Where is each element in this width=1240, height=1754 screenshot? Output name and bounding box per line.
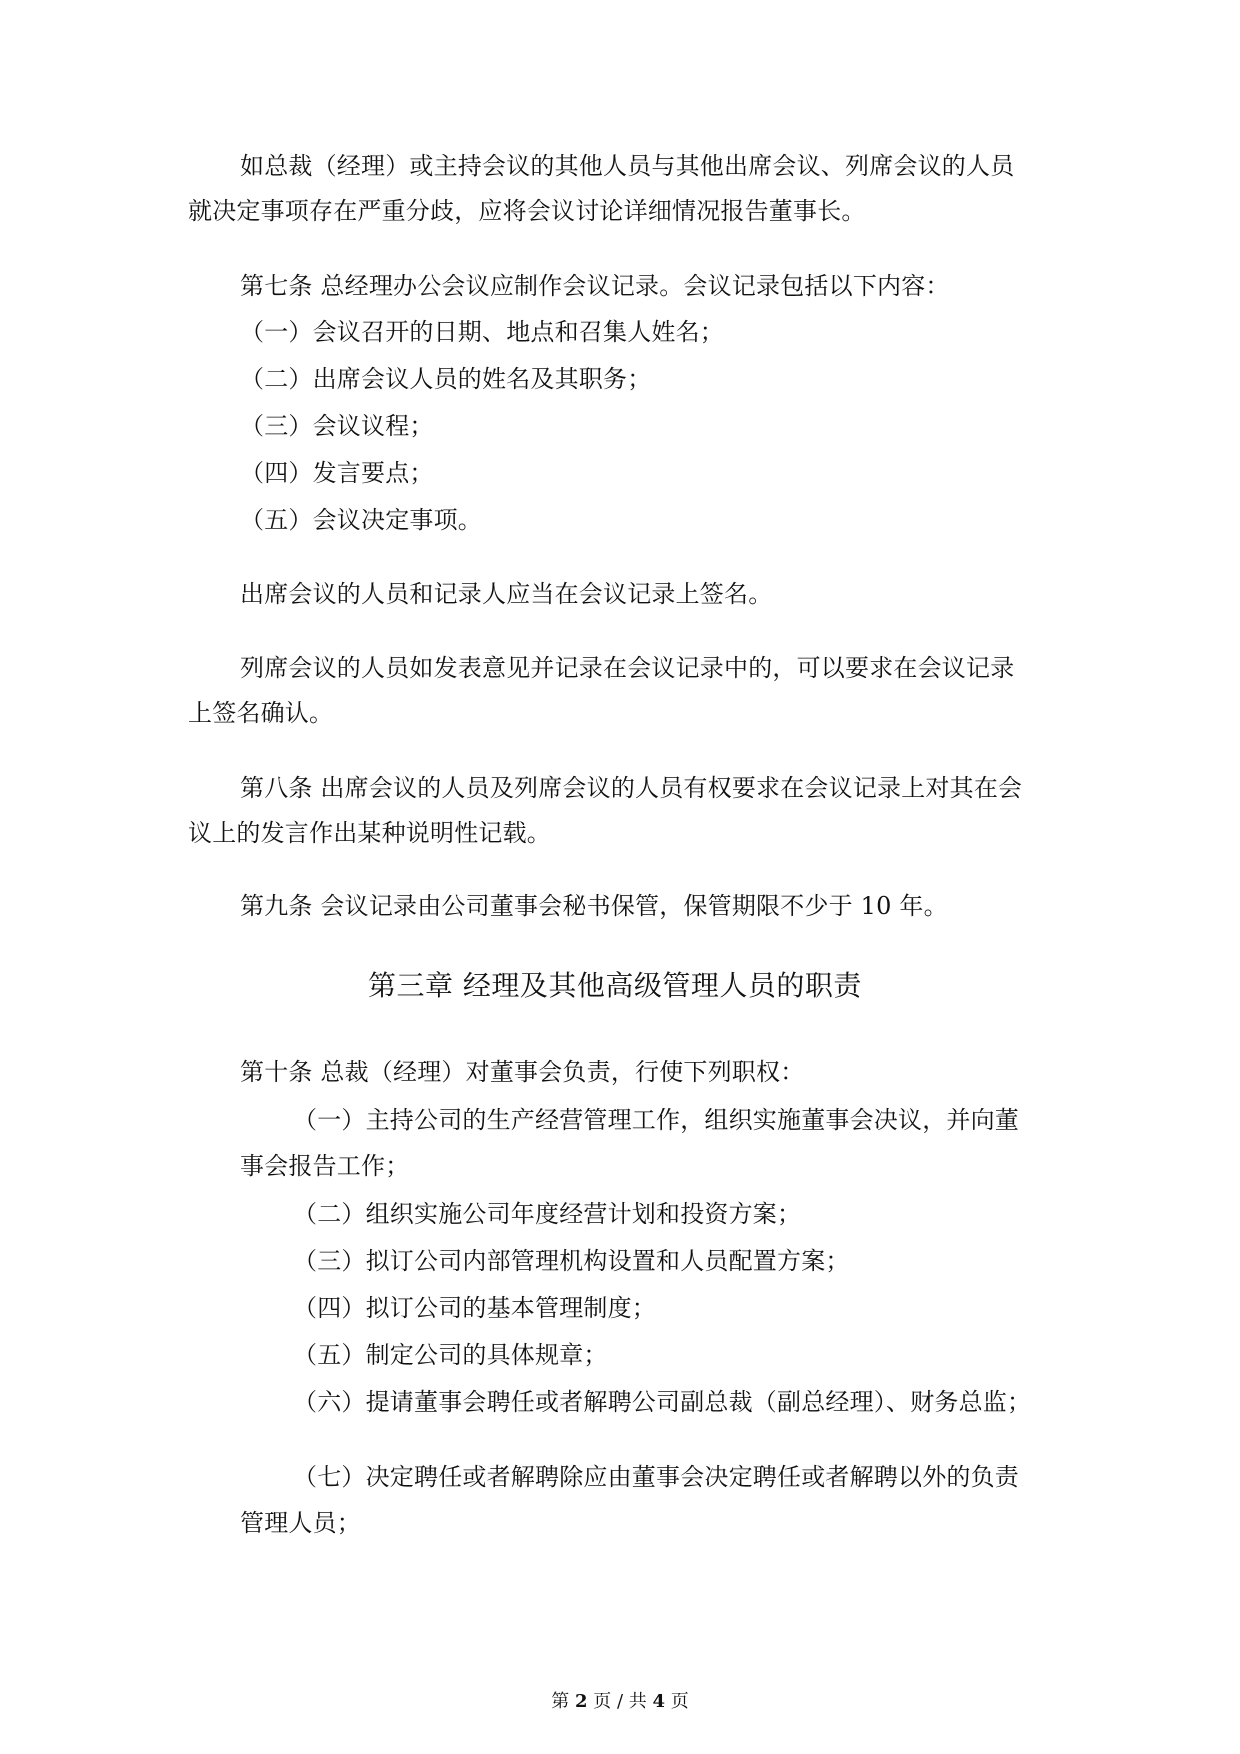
list-item: （四）拟订公司的基本管理制度； bbox=[293, 1294, 656, 1322]
list-item: （五）制定公司的具体规章； bbox=[293, 1341, 608, 1369]
footer-middle: 页 / 共 bbox=[593, 1691, 647, 1712]
paragraph-line: 就决定事项存在严重分歧，应将会议讨论详细情况报告董事长。 bbox=[188, 197, 866, 225]
list-item: （三）会议议程； bbox=[240, 412, 434, 440]
total-page-number: 4 bbox=[652, 1691, 666, 1712]
list-item: （七）决定聘任或者解聘除应由董事会决定聘任或者解聘以外的负责 bbox=[293, 1463, 1019, 1491]
list-item: （一）会议召开的日期、地点和召集人姓名； bbox=[240, 318, 724, 346]
list-item: （五）会议决定事项。 bbox=[240, 506, 482, 534]
paragraph-line: 第七条 总经理办公会议应制作会议记录。会议记录包括以下内容： bbox=[240, 272, 950, 300]
paragraph-line: 第九条 会议记录由公司董事会秘书保管，保管期限不少于 10 年。 bbox=[240, 892, 948, 920]
paragraph-line: 如总裁（经理）或主持会议的其他人员与其他出席会议、列席会议的人员 bbox=[240, 152, 1015, 180]
chapter-heading: 第三章 经理及其他高级管理人员的职责 bbox=[368, 969, 862, 1002]
paragraph-line: 出席会议的人员和记录人应当在会议记录上签名。 bbox=[240, 580, 773, 608]
list-item: （二）组织实施公司年度经营计划和投资方案； bbox=[293, 1200, 802, 1228]
list-item: （六）提请董事会聘任或者解聘公司副总裁（副总经理）、财务总监； bbox=[293, 1388, 1032, 1416]
footer-prefix: 第 bbox=[551, 1691, 570, 1712]
paragraph-line: 上签名确认。 bbox=[188, 699, 334, 727]
paragraph-line: 第八条 出席会议的人员及列席会议的人员有权要求在会议记录上对其在会 bbox=[240, 774, 1023, 802]
paragraph-line: 列席会议的人员如发表意见并记录在会议记录中的，可以要求在会议记录 bbox=[240, 654, 1015, 682]
current-page-number: 2 bbox=[574, 1691, 588, 1712]
page-footer bbox=[0, 1691, 1240, 1713]
footer-suffix: 页 bbox=[670, 1691, 689, 1712]
paragraph-line: 第十条 总裁（经理）对董事会负责，行使下列职权： bbox=[240, 1058, 805, 1086]
list-item: （二）出席会议人员的姓名及其职务； bbox=[240, 365, 652, 393]
list-item: 事会报告工作； bbox=[240, 1152, 410, 1180]
list-item: （四）发言要点； bbox=[240, 459, 434, 487]
list-item: （三）拟订公司内部管理机构设置和人员配置方案； bbox=[293, 1247, 850, 1275]
list-item: （一）主持公司的生产经营管理工作，组织实施董事会决议，并向董 bbox=[293, 1106, 1019, 1134]
list-item: 管理人员； bbox=[240, 1509, 361, 1537]
paragraph-line: 议上的发言作出某种说明性记载。 bbox=[188, 819, 551, 847]
